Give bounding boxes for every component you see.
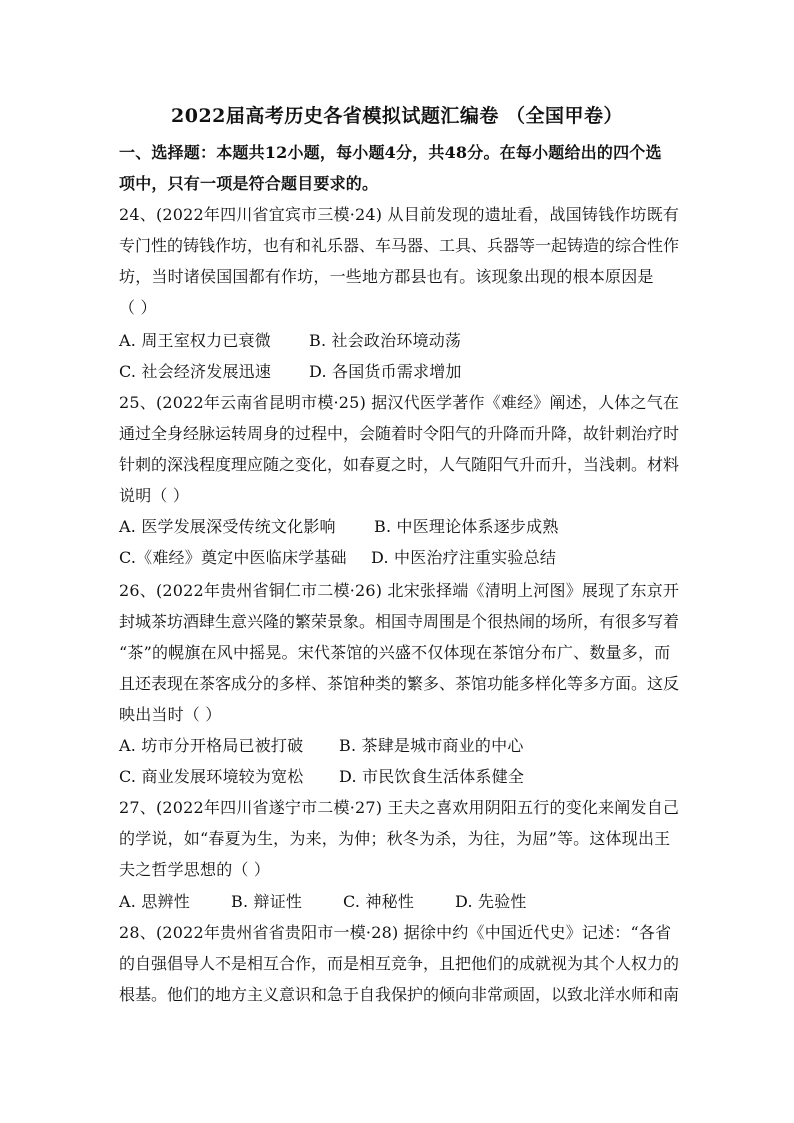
q26-stem-line: 26、(2022年贵州省铜仁市二模·26) 北宋张择端《清明上河图》展现了东京开 [119,581,680,600]
section-instruction-line-1: 一、选择题：本题共12小题，每小题4分，共48分。在每小题给出的四个选 [119,143,662,162]
q26-stem-line: “茶”的幌旗在风中摇晃。宋代茶馆的兴盛不仅体现在茶馆分布广、数量多，而 [119,643,671,662]
q26-options-row-1 [119,735,679,757]
q27-stem-line: 夫之哲学思想的（ ） [119,860,271,879]
q26-stem-line: 映出当时（ ） [119,705,222,724]
q25-options-row-2 [119,547,679,569]
q26-option-d: D. 市民饮食生活体系健全 [339,767,525,786]
q24-option-c: C. 社会经济发展迅速 [119,362,272,381]
q24-stem-line: 专门性的铸钱作坊，也有和礼乐器、车马器、工具、兵器等一起铸造的综合性作 [119,236,680,255]
page-title: 2022届高考历史各省模拟试题汇编卷 （全国甲卷） [171,105,623,127]
q28-stem-line: 根基。他们的地方主义意识和急于自我保护的倾向非常顽固，以致北洋水师和南 [119,985,680,1004]
q25-option-b: B. 中医理论体系逐步成熟 [374,517,559,536]
q24-stem-line: （ ） [119,298,157,317]
q28-stem-line: 28、(2022年贵州省省贵阳市一模·28) 据徐中约《中国近代史》记述：“各省 [119,923,672,942]
q27-options-row [119,891,679,913]
q24-options-row-2 [119,361,679,383]
q25-options-row-1 [119,516,679,538]
q26-options-row-2 [119,766,679,788]
q24-option-b: B. 社会政治环境动荡 [309,331,462,350]
q28-stem-line: 的自强倡导人不是相互合作，而是相互竞争，且把他们的成就视为其个人权力的 [119,954,680,973]
q27-option-c: C. 神秘性 [343,892,415,911]
q25-stem-line: 说明（ ） [119,486,190,505]
q25-option-c: C.《难经》奠定中医临床学基础 [119,548,347,567]
q26-option-b: B. 茶肆是城市商业的中心 [339,736,524,755]
q25-stem-line: 25、(2022年云南省昆明市模·25) 据汉代医学著作《难经》阐述，人体之气在 [119,393,680,412]
q24-options-row-1 [119,330,679,352]
q24-option-d: D. 各国货币需求增加 [309,362,462,381]
q27-option-d: D. 先验性 [455,892,527,911]
q24-option-a: A. 周王室权力已衰微 [119,331,271,350]
q24-stem-line: 坊，当时诸侯国国都有作坊，一些地方郡县也有。该现象出现的根本原因是 [119,267,654,286]
q26-stem-line: 且还表现在茶客成分的多样、茶馆种类的繁多、茶馆功能多样化等多方面。这反 [119,674,680,693]
q27-stem-line: 的学说，如“春夏为生，为来，为伸；秋冬为杀，为往，为屈”等。这体现出王 [119,829,671,848]
q26-stem-line: 封城茶坊酒肆生意兴隆的繁荣景象。相国寺周围是个很热闹的场所，有很多写着 [119,612,680,631]
q25-stem-line: 针刺的深浅程度理应随之变化，如春夏之时，人气随阳气升而升，当浅刺。材料 [119,455,680,474]
q25-option-a: A. 医学发展深受传统文化影响 [119,517,336,536]
q27-option-b: B. 辩证性 [231,892,303,911]
q25-option-d: D. 中医治疗注重实验总结 [371,548,557,567]
q24-stem-line: 24、(2022年四川省宜宾市三模·24) 从目前发现的遗址看，战国铸钱作坊既有 [119,205,680,224]
section-instruction-line-2: 项中，只有一项是符合题目要求的。 [119,174,379,193]
q25-stem-line: 通过全身经脉运转周身的过程中，会随着时令阳气的升降而升降，故针刺治疗时 [119,424,680,443]
q26-option-c: C. 商业发展环境较为宽松 [119,767,304,786]
q27-option-a: A. 思辨性 [119,892,190,911]
q26-option-a: A. 坊市分开格局已被打破 [119,736,304,755]
q27-stem-line: 27、(2022年四川省遂宁市二模·27) 王夫之喜欢用阴阳五行的变化来阐发自己 [119,798,680,817]
